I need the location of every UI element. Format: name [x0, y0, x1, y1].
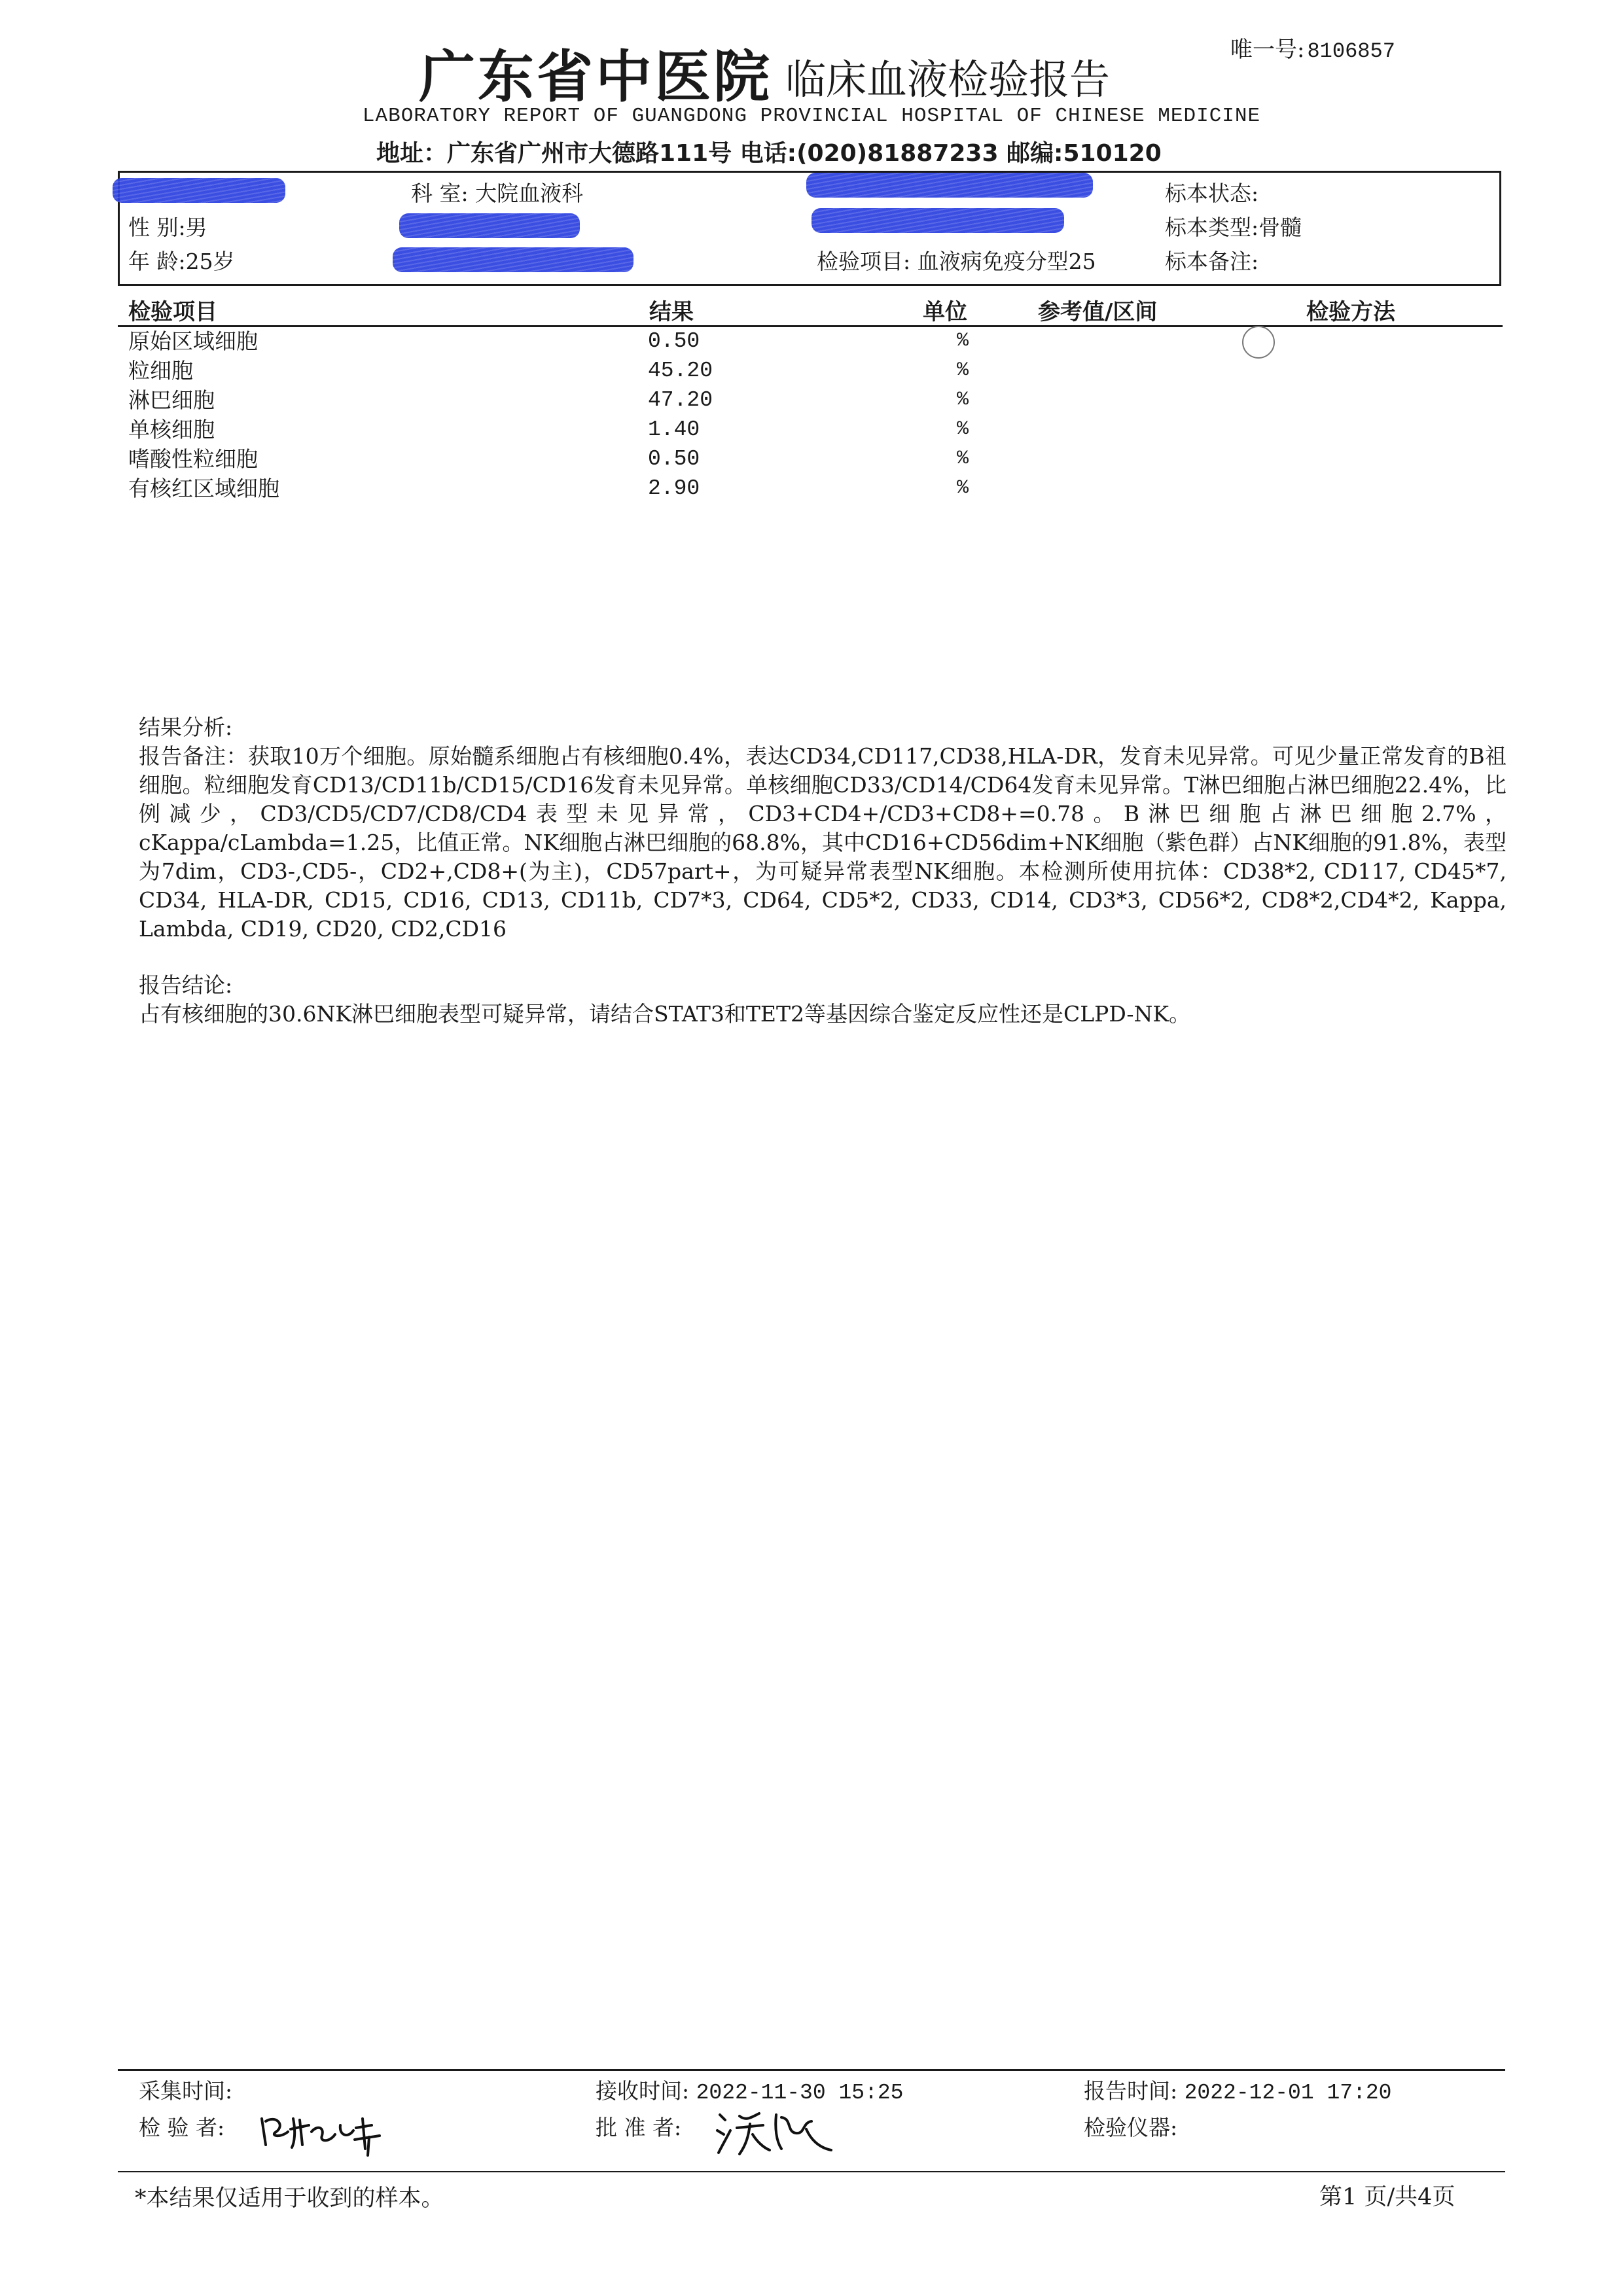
department: 科 室: 大院血液科	[411, 181, 584, 206]
col-header-result: 结果	[649, 299, 694, 325]
row-unit: %	[957, 477, 969, 499]
unique-id-value: 8106857	[1307, 39, 1395, 63]
redacted-patient-name	[113, 178, 285, 203]
col-header-unit: 单位	[923, 299, 967, 325]
row-unit: %	[957, 359, 969, 381]
page-info: 第1 页/共4页	[1319, 2184, 1455, 2210]
row-unit: %	[957, 389, 969, 411]
table-row	[0, 356, 1623, 385]
row-result: 47.20	[648, 388, 713, 412]
receive-time	[596, 2074, 903, 2105]
report-time-value: 2022-12-01 17:20	[1184, 2081, 1392, 2105]
row-result: 0.50	[648, 329, 700, 353]
collect-time	[139, 2074, 232, 2105]
redacted-field-2	[399, 213, 580, 238]
redacted-field-3	[812, 208, 1064, 233]
hospital-address: 地址：广东省广州市大德路111号 电话:(020)81887233 邮编:510120	[376, 140, 1162, 167]
specimen-note: 标本备注:	[1165, 249, 1259, 274]
col-header-item: 检验项目	[128, 299, 217, 325]
examiner-label: 检 验 者:	[139, 2115, 225, 2140]
receive-time-label: 接收时间:	[596, 2078, 690, 2104]
approver-label: 批 准 者:	[596, 2115, 682, 2140]
col-header-reference: 参考值/区间	[1038, 299, 1158, 325]
hospital-name: 广东省中医院	[419, 44, 772, 110]
analysis-section	[139, 713, 1507, 944]
report-title: 临床血液检验报告	[785, 56, 1111, 103]
age: 年 龄:25岁	[128, 249, 235, 274]
test-item: 检验项目: 血液病免疫分型25	[817, 249, 1096, 274]
redacted-field-1	[806, 173, 1093, 198]
report-time-label: 报告时间:	[1084, 2078, 1178, 2104]
analysis-text: 报告备注：获取10万个细胞。原始髓系细胞占有核细胞0.4%，表达CD34,CD117,CD38,HLA-DR，发育未见异常。可见少量正常发育的B祖细胞。粒细胞发育CD13/CD11b/CD15/CD16发育未见异常。单核细胞CD33/CD14/CD64发育未见异常。T淋巴细胞占淋巴细胞22.4%，比例减少，CD3/CD5/CD7/CD8/CD4表型未见异常，CD3+CD4+/CD3+CD8+=0.78。B淋巴细胞占淋巴细胞2.7%，cKappa/cLambda=1.25，比值正常。NK细胞占淋巴细胞的68.8%，其中CD16+CD56dim+NK细胞（紫色群）占NK细胞的91.8%，表型为7dim，CD3-,CD5-，CD2+,CD8+(为主)，CD57part+，为可疑异常表型NK细胞。本检测所使用抗体：CD38*2, CD117, CD45*7, CD34, HLA-DR, CD15, CD16, CD13, CD11b, CD7*3, CD64, CD5*2, CD33, CD14, CD3*3, CD56*2, CD8*2,CD4*2, Kappa, Lambda, CD19, CD20, CD2,CD16	[139, 743, 1507, 942]
row-item-name: 淋巴细胞	[128, 387, 215, 413]
specimen-type: 标本类型:骨髓	[1165, 215, 1302, 240]
circle-mark	[1242, 326, 1275, 359]
specimen-status: 标本状态:	[1165, 181, 1259, 206]
conclusion-heading: 报告结论:	[139, 972, 233, 998]
row-result: 1.40	[648, 417, 700, 442]
footer-top-rule	[118, 2069, 1505, 2071]
row-item-name: 原始区域细胞	[128, 328, 258, 354]
redacted-field-4	[393, 247, 633, 272]
conclusion-text: 占有核细胞的30.6NK淋巴细胞表型可疑异常，请结合STAT3和TET2等基因综合鉴定反应性还是CLPD-NK。	[139, 1001, 1191, 1027]
row-unit: %	[957, 418, 969, 440]
collect-time-label: 采集时间:	[139, 2078, 233, 2104]
row-result: 2.90	[648, 476, 700, 501]
report-time	[1084, 2074, 1391, 2105]
row-unit: %	[957, 330, 969, 352]
gender: 性 别:男	[128, 215, 207, 240]
disclaimer: *本结果仅适用于收到的样本。	[135, 2185, 444, 2212]
row-item-name: 单核细胞	[128, 417, 215, 442]
row-result: 0.50	[648, 447, 700, 471]
analysis-heading: 结果分析:	[139, 715, 233, 740]
footer-bottom-rule	[118, 2171, 1505, 2172]
col-header-method: 检验方法	[1306, 299, 1395, 325]
instrument-label: 检验仪器:	[1084, 2115, 1178, 2140]
table-row	[0, 415, 1623, 444]
row-item-name: 有核红区域细胞	[128, 476, 279, 501]
approver-signature	[713, 2102, 844, 2161]
row-item-name: 嗜酸性粒细胞	[128, 446, 258, 472]
table-row	[0, 474, 1623, 503]
row-result: 45.20	[648, 359, 713, 383]
table-row	[0, 327, 1623, 356]
row-item-name: 粒细胞	[128, 358, 193, 383]
conclusion-section	[139, 971, 1507, 1029]
unique-id-label: 唯一号:	[1230, 37, 1305, 63]
table-row	[0, 385, 1623, 415]
table-row	[0, 444, 1623, 474]
unique-id	[1230, 31, 1395, 63]
receive-time-value: 2022-11-30 15:25	[696, 2081, 904, 2105]
row-unit: %	[957, 448, 969, 470]
english-title: LABORATORY REPORT OF GUANGDONG PROVINCIAL HOSPITAL OF CHINESE MEDICINE	[362, 105, 1261, 128]
examiner-signature	[257, 2106, 401, 2158]
